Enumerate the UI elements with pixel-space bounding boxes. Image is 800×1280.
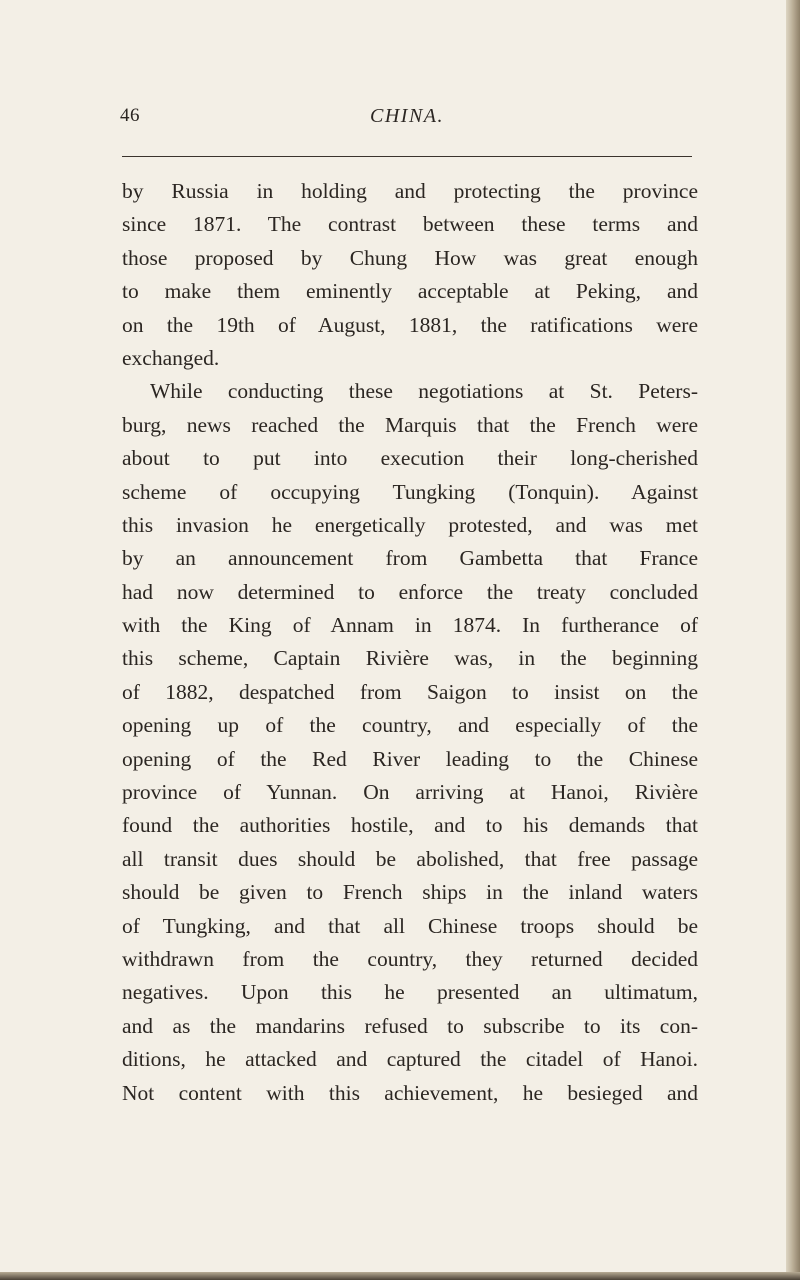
text-line: those proposed by Chung How was great enough (122, 245, 698, 270)
text-line: burg, news reached the Marquis that the French were (122, 412, 698, 437)
text-line: While conducting these negotiations at St. Peters- (150, 379, 698, 404)
text-line: ditions, he attacked and captured the citadel of Hanoi. (122, 1047, 698, 1072)
text-line: opening of the Red River leading to the Chinese (122, 746, 698, 771)
text-line: province of Yunnan. On arriving at Hanoi, Rivière (122, 780, 698, 805)
running-head: CHINA. (370, 105, 444, 127)
text-line: this invasion he energetically protested, and was met (122, 512, 698, 537)
text-line: on the 19th of August, 1881, the ratifications were (122, 312, 698, 337)
text-line: had now determined to enforce the treaty concluded (122, 579, 698, 604)
text-line: negatives. Upon this he presented an ultimatum, (122, 980, 698, 1005)
text-line: Not content with this achievement, he besieged and (122, 1080, 698, 1105)
text-line: exchanged. (122, 345, 220, 370)
text-line: and as the mandarins refused to subscribe to its con- (122, 1013, 698, 1038)
text-line: withdrawn from the country, they returned decided (122, 946, 698, 971)
text-line: since 1871. The contrast between these terms and (122, 212, 698, 237)
page-edge-shadow (786, 0, 800, 1280)
text-line: all transit dues should be abolished, that free passage (122, 846, 698, 871)
text-line: of 1882, despatched from Saigon to insist on the (122, 679, 698, 704)
text-line: by an announcement from Gambetta that France (122, 546, 698, 571)
text-line: found the authorities hostile, and to his demands that (122, 813, 698, 838)
text-line: about to put into execution their long-cherished (122, 446, 698, 471)
header-rule (122, 156, 692, 157)
text-line: by Russia in holding and protecting the province (122, 179, 698, 203)
text-line: scheme of occupying Tungking (Tonquin). Against (122, 479, 698, 504)
text-line: should be given to French ships in the inland waters (122, 880, 698, 905)
text-line: to make them eminently acceptable at Peking, and (122, 279, 698, 304)
text-line: this scheme, Captain Rivière was, in the beginning (122, 646, 698, 671)
text-line: opening up of the country, and especially of the (122, 713, 698, 738)
body-text (122, 175, 698, 1110)
text-line: of Tungking, and that all Chinese troops should be (122, 913, 698, 938)
page-number: 46 (120, 105, 140, 126)
text-line: with the King of Annam in 1874. In furtherance of (122, 613, 698, 638)
page-bottom-edge (0, 1272, 800, 1280)
